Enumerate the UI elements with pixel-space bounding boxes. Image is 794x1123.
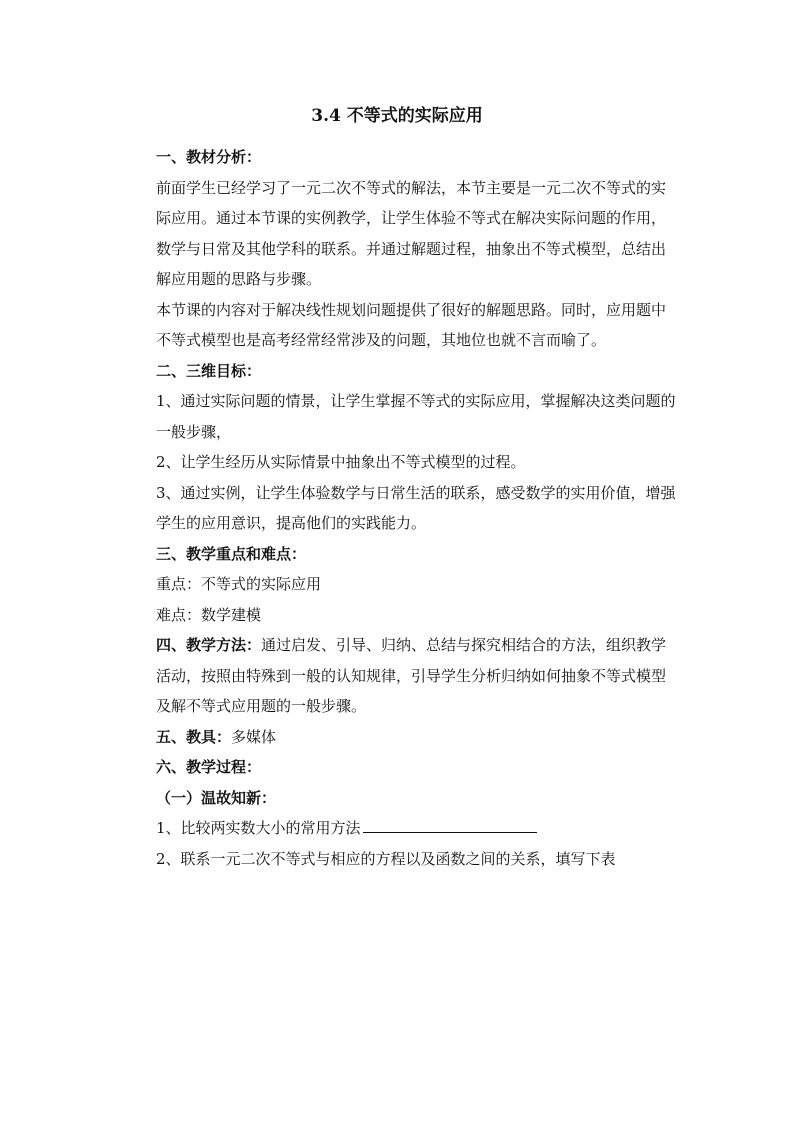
review-question-2: 2、联系一元二次不等式与相应的方程以及函数之间的关系，填写下表 [156,849,616,868]
tools-text: 多媒体 [231,727,277,746]
section-heading-goals: 二、三维目标： [156,361,262,380]
document-title: 3.4 不等式的实际应用 [311,106,483,126]
section-heading-key-points: 三、教学重点和难点： [156,544,307,563]
section-heading-tools: 五、教具： [156,727,232,746]
document-body [156,142,676,874]
methods-paragraph [156,630,676,722]
section-heading-methods: 四、教学方法： [156,636,262,654]
subsection-heading-review: （一）温故知新： [156,788,277,807]
analysis-paragraph-2: 本节课的内容对于解决线性规划问题提供了很好的解题思路。同时，应用题中不等式模型也是高考经常经常涉及的问题，其地位也就不言而喻了。 [156,300,667,349]
difficult-point: 难点：数学建模 [156,605,262,624]
review-question-1-text: 1、比较两实数大小的常用方法 [156,819,361,837]
key-point: 重点：不等式的实际应用 [156,575,322,593]
answer-blank [363,816,537,833]
analysis-paragraph-1: 前面学生已经学习了一元二次不等式的解法，本节主要是一元二次不等式的实际应用。通过本节课的实例教学，让学生体验不等式在解决实际问题的作用，数学与日常及其他学科的联系。并通过解题过程，抽象出不等式模型，总结出解应用题的思路与步骤。 [156,178,667,288]
goal-item-2: 2、让学生经历从实际情景中抽象出不等式模型的过程。 [156,453,526,471]
tools-paragraph [156,722,676,753]
goal-item-1: 1、通过实际问题的情景，让学生掌握不等式的实际应用，掌握解决这类问题的一般步骤， [156,392,676,441]
review-question-1 [156,813,676,844]
methods-text: 通过启发、引导、归纳、总结与探究相结合的方法，组织教学活动，按照由特殊到一般的认知规律，引导学生分析归纳如何抽象不等式模型及解不等式应用题的一般步骤。 [156,636,667,715]
section-heading-analysis: 一、教材分析： [156,148,262,166]
goal-item-3: 3、通过实例，让学生体验数学与日常生活的联系，感受数学的实用价值，增强学生的应用意识，提高他们的实践能力。 [156,483,676,532]
section-heading-process: 六、教学过程： [156,758,262,776]
